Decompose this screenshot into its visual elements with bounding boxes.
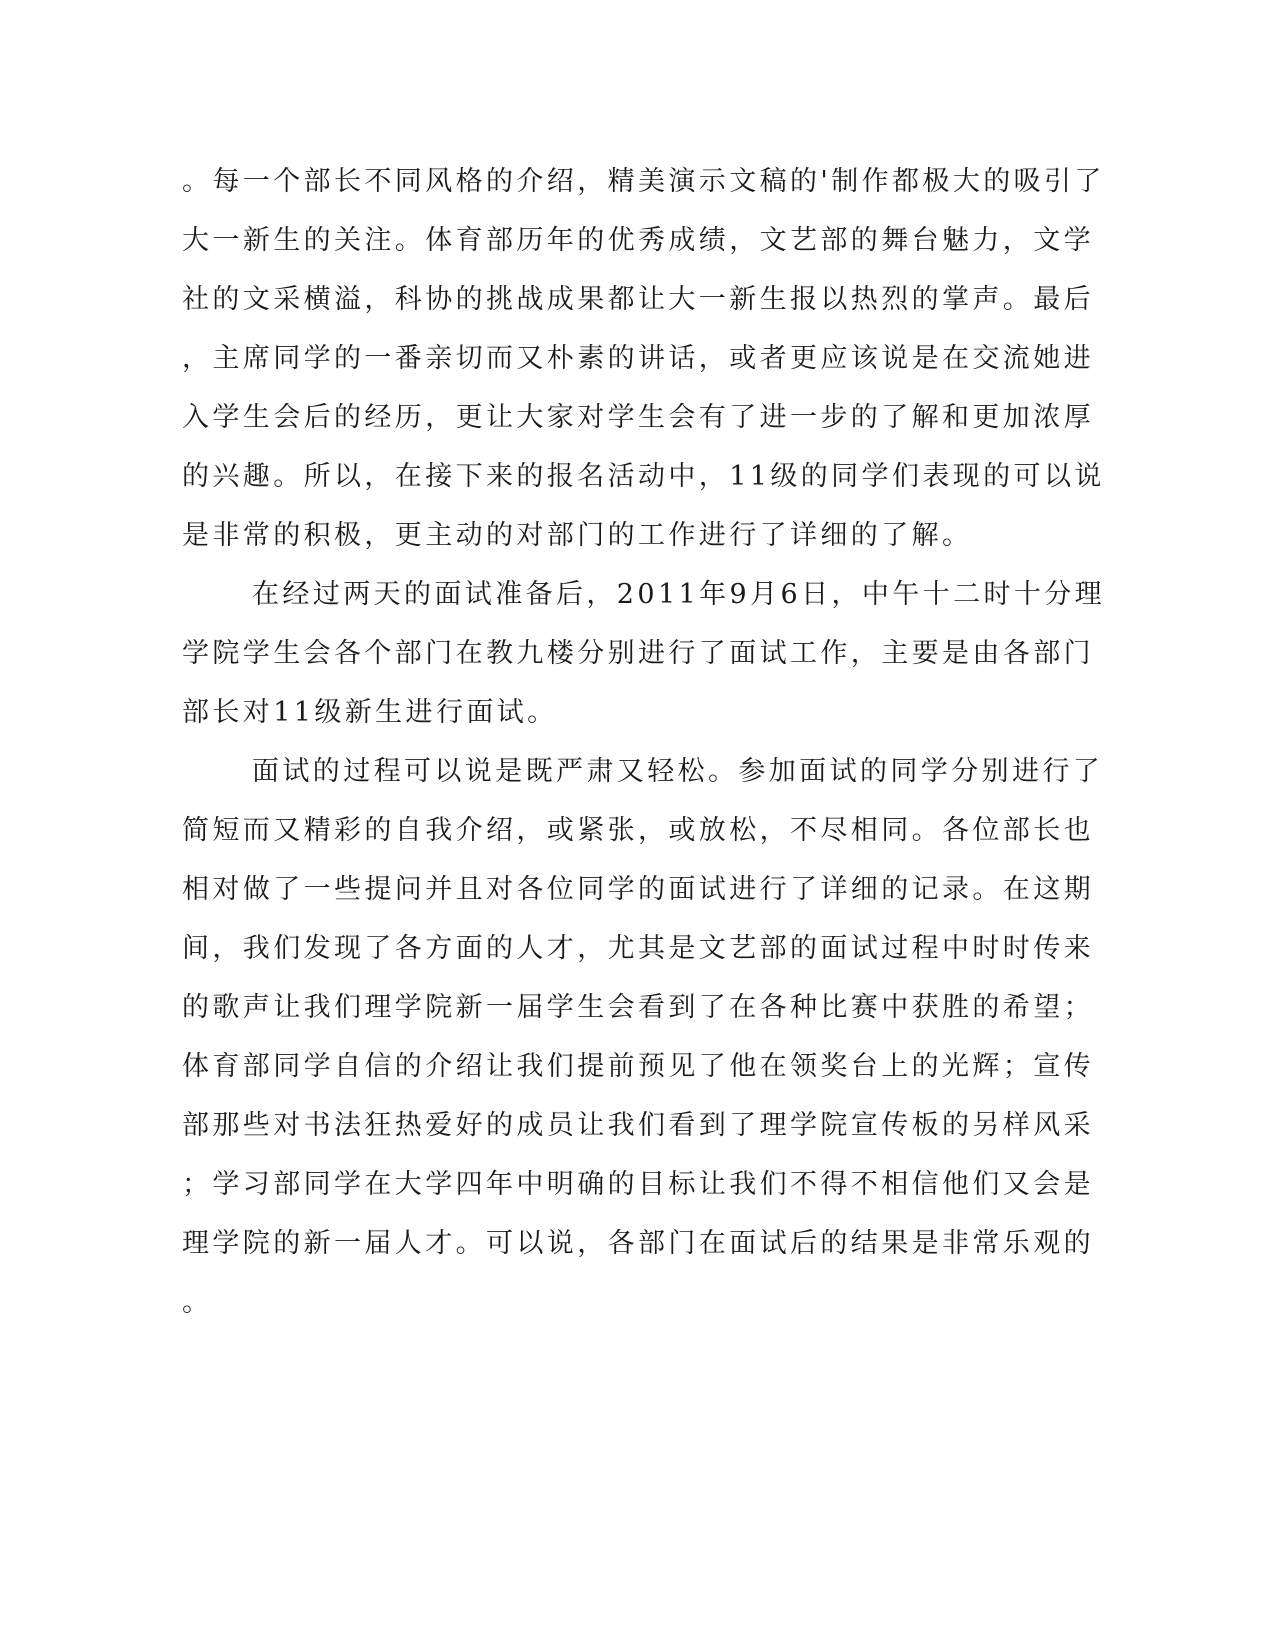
text-line: 入学生会后的经历，更让大家对学生会有了进一步的了解和更加浓厚 — [182, 402, 1094, 433]
text-line: 。每一个部长不同风格的介绍，精美演示文稿的'制作都极大的吸引了 — [182, 166, 1105, 197]
text-line: 的兴趣。所以，在接下来的报名活动中，11级的同学们表现的可以说 — [182, 461, 1105, 492]
text-line: 大一新生的关注。体育部历年的优秀成绩，文艺部的舞台魅力，文学 — [182, 225, 1094, 256]
text-line: 理学院的新一届人才。可以说，各部门在面试后的结果是非常乐观的 — [182, 1228, 1094, 1259]
text-line: 在经过两天的面试准备后，2011年9月6日，中午十二时十分理 — [252, 579, 1106, 610]
text-line: 学院学生会各个部门在教九楼分别进行了面试工作，主要是由各部门 — [182, 638, 1094, 669]
text-line: 体育部同学自信的介绍让我们提前预见了他在领奖台上的光辉；宣传 — [182, 1051, 1094, 1082]
text-line: 是非常的积极，更主动的对部门的工作进行了详细的了解。 — [182, 520, 973, 551]
text-line: 简短而又精彩的自我介绍，或紧张，或放松，不尽相同。各位部长也 — [182, 815, 1094, 846]
text-line: 部长对11级新生进行面试。 — [182, 697, 558, 728]
text-line: ，主席同学的一番亲切而又朴素的讲话，或者更应该说是在交流她进 — [182, 343, 1094, 374]
text-line: 间，我们发现了各方面的人才，尤其是文艺部的面试过程中时时传来 — [182, 933, 1094, 964]
text-line: 。 — [182, 1287, 213, 1318]
text-line: ；学习部同学在大学四年中明确的目标让我们不得不相信他们又会是 — [182, 1169, 1094, 1200]
text-line: 的歌声让我们理学院新一届学生会看到了在各种比赛中获胜的希望； — [182, 992, 1094, 1023]
text-line: 社的文采横溢，科协的挑战成果都让大一新生报以热烈的掌声。最后 — [182, 284, 1094, 315]
text-line: 相对做了一些提问并且对各位同学的面试进行了详细的记录。在这期 — [182, 874, 1094, 905]
text-line: 部那些对书法狂热爱好的成员让我们看到了理学院宣传板的另样风采 — [182, 1110, 1094, 1141]
text-line: 面试的过程可以说是既严肃又轻松。参加面试的同学分别进行了 — [252, 756, 1104, 787]
